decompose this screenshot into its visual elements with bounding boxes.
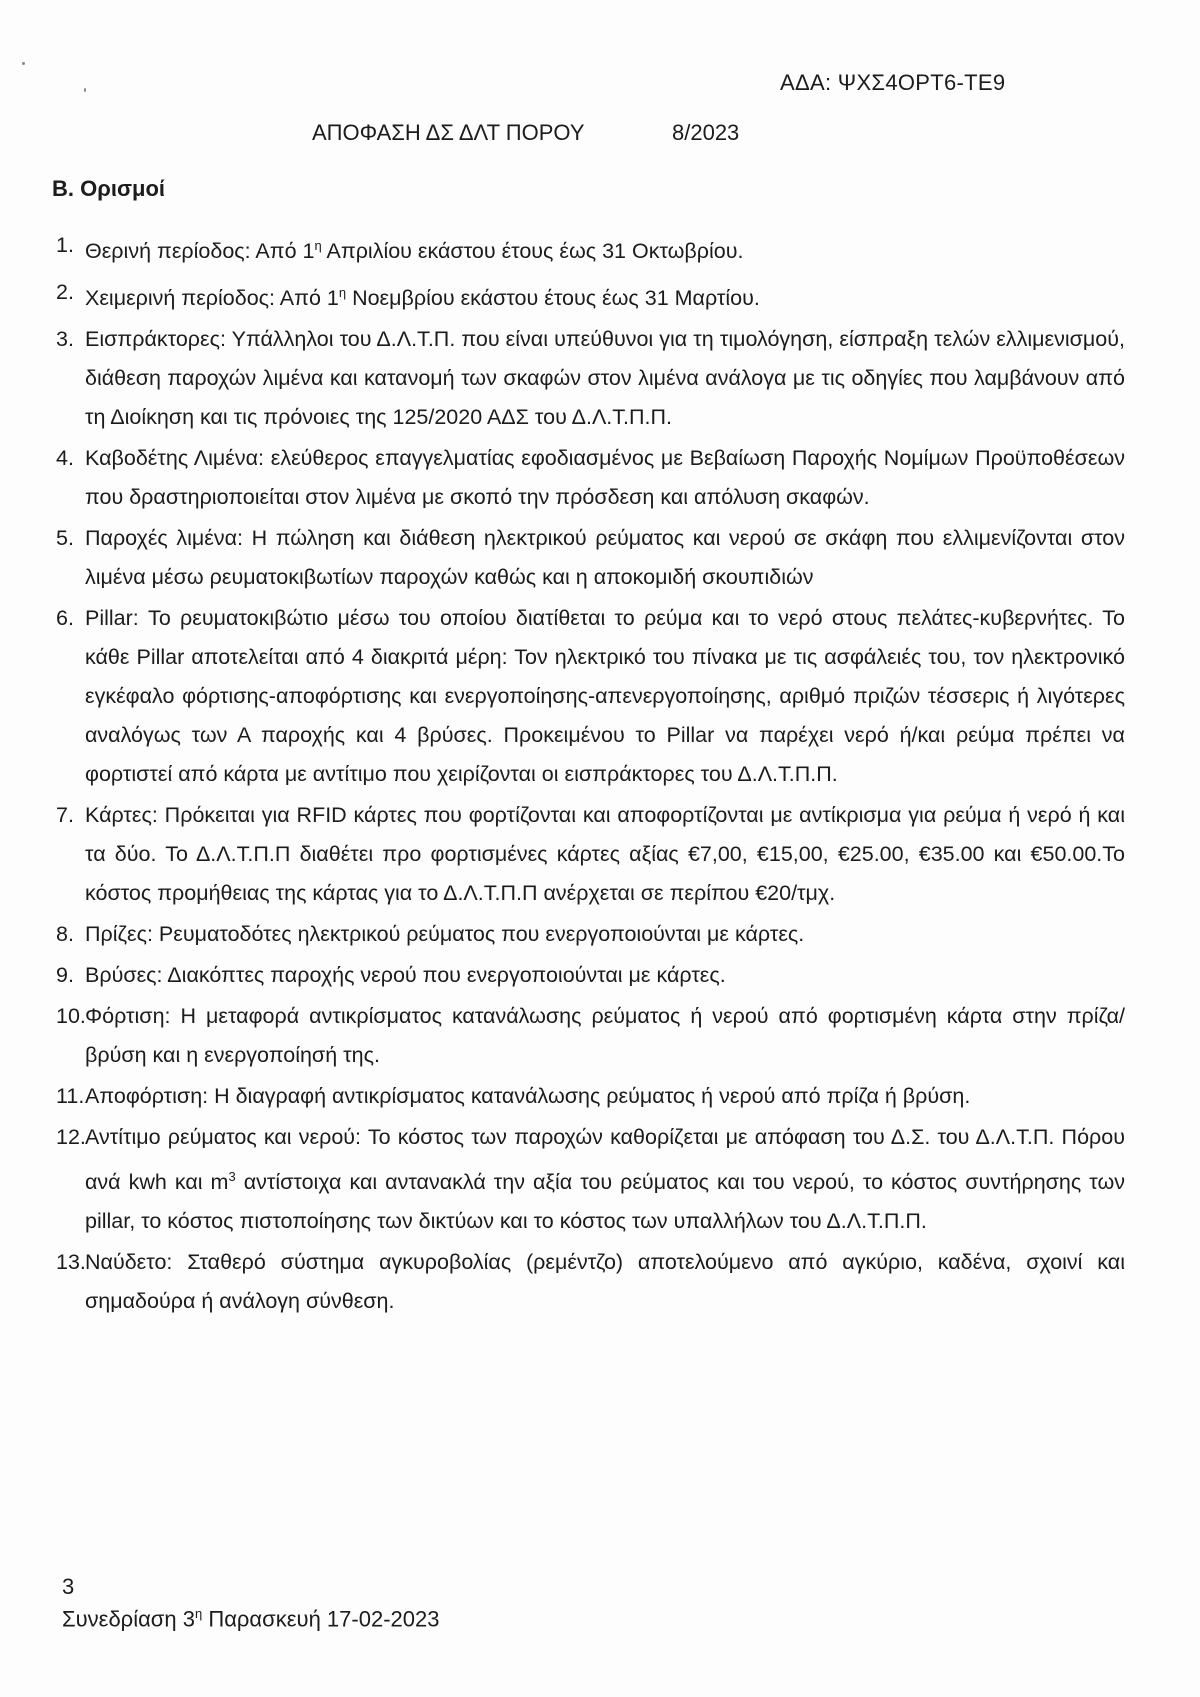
item-number: 9. [56,963,74,988]
item-number: 13. [56,1250,86,1275]
item-number: 3. [56,327,74,352]
item-text: Ναύδετο: Σταθερό σύστημα αγκυροβολίας (ρεμέντζο) αποτελούμενο από αγκύριο, καδένα, σχοινί και σημαδούρα ή ανάλογη σύνθεση. [85,1250,1125,1314]
section-heading: Β. Ορισμοί [52,176,166,201]
scan-speck [84,88,86,92]
item-text: Κάρτες: Πρόκειται για RFID κάρτες που φορτίζονται και αποφορτίζονται με αντίκρισμα για ρεύμα ή νερό ή και τα δύο. Το Δ.Λ.Τ.Π.Π διαθέτει προ φορτισμένες κάρτες αξίας €7,00, €15,00, €25.00, €35.00 και €50.00.Το κόστος προμήθειας της κάρτας για το Δ.Λ.Τ.Π.Π ανέρχεται σε περίπου €20/τμχ. [85,803,1125,906]
list-item [0,599,1200,794]
item-number: 4. [56,446,74,471]
list-item [0,1118,1200,1241]
item-number: 10. [56,1004,86,1029]
ada-code: ΑΔΑ: ΨΧΣ4ΟΡΤ6-ΤΕ9 [780,70,1006,95]
item-text: Θερινή περίοδος: Από $1^\eta$ Απριλίου εκάστου έτους έως 31 Οκτωβρίου. [85,238,744,264]
item-number: 2. [56,280,74,305]
item-number: 1. [56,233,74,257]
item-text: Pillar: Το ρευματοκιβώτιο μέσω του οποίου διατίθεται το ρεύμα και το νερό στους πελάτες-κυβερνήτες. Το κάθε Pillar αποτελείται από 4 διακριτά μέρη: Τον ηλεκτρικό του πίνακα με τις ασφάλειές του, τον ηλεκτρονικό εγκέφαλο φόρτισης-αποφόρτισης και ενεργοποίησης-απενεργοποίησης, αριθμό πριζών τέσσερις ή λιγότερες αναλόγως των Α παροχής και 4 βρύσες. Προκειμένου το Pillar να παρέχει νερό ή/και ρεύμα πρέπει να φορτιστεί από κάρτα με αντίτιμο που χειρίζονται οι εισπράκτορες του Δ.Λ.Τ.Π.Π. [85,606,1125,787]
list-item [0,273,1200,318]
item-text: Πρίζες: Ρευματοδότες ηλεκτρικού ρεύματος που ενεργοποιούνται με κάρτες. [85,922,805,947]
list-item [0,439,1200,517]
item-text: Φόρτιση: Η μεταφορά αντικρίσματος κατανάλωσης ρεύματος ή νερού από φορτισμένη κάρτα στην πρίζα/βρύση και η ενεργοποίησή της. [85,1004,1125,1068]
item-number: 11. [56,1084,85,1109]
item-text: Παροχές λιμένα: Η πώληση και διάθεση ηλεκτρικού ρεύματος και νερού σε σκάφη που ελλιμενίζονται στον λιμένα μέσω ρευματοκιβωτίων παροχών καθώς και η αποκομιδή σκουπιδιών [85,526,1125,590]
definitions-list [0,226,1200,1323]
list-item [0,1243,1200,1321]
list-item [0,1077,1200,1116]
item-text: Καβοδέτης Λιμένα: ελεύθερος επαγγελματίας εφοδιασμένος με Βεβαίωση Παροχής Νομίμων Προϋποθέσεων που δραστηριοποιείται στον λιμένα με σκοπό την πρόσδεση και απόλυση σκαφών. [85,446,1125,510]
session-line: Συνεδρίαση $3^\eta$ Παρασκευή 17-02-2023 [62,1606,440,1632]
item-text: Αντίτιμο ρεύματος και νερού: Το κόστος των παροχών καθορίζεται με απόφαση του Δ.Σ. του Δ.Λ.Τ.Π. Πόρου ανά kwh και $m^3$ αντίστοιχα και αντανακλά την αξία του ρεύματος και του νερού, το κόστος συντήρησης των pillar, το κόστος πιστοποίησης των δικτύων και το κόστος των υπαλλήλων του Δ.Λ.Τ.Π.Π. [85,1125,1125,1234]
list-item [0,915,1200,954]
item-number: 8. [56,922,74,947]
decision-title [312,120,740,146]
item-text: Βρύσες: Διακόπτες παροχής νερού που ενεργοποιούνται με κάρτες. [85,963,726,988]
item-text: Αποφόρτιση: Η διαγραφή αντικρίσματος κατανάλωσης ρεύματος ή νερού από πρίζα ή βρύση. [85,1084,971,1109]
item-number: 7. [56,803,74,828]
scan-speck [22,62,25,65]
item-number: 6. [56,606,74,631]
item-number: 5. [56,526,74,551]
list-item [0,226,1200,271]
page-number: 3 [62,1574,75,1599]
list-item [0,320,1200,437]
list-item [0,956,1200,995]
list-item [0,519,1200,597]
item-text: Χειμερινή περίοδος: Από $1^\eta$ Νοεμβρίου εκάστου έτους έως 31 Μαρτίου. [85,285,760,311]
list-item [0,997,1200,1075]
decision-title-text: ΑΠΟΦΑΣΗ ΔΣ ΔΛΤ ΠΟΡΟΥ [312,120,585,145]
list-item [0,796,1200,913]
decision-number: 8/2023 [672,120,740,145]
item-text: Εισπράκτορες: Υπάλληλοι του Δ.Λ.Τ.Π. που είναι υπεύθυνοι για τη τιμολόγηση, είσπραξη τελών ελλιμενισμού, διάθεση παροχών λιμένα και κατανομή των σκαφών στον λιμένα ανάλογα με τις οδηγίες που λαμβάνουν από τη Διοίκηση και τις πρόνοιες της 125/2020 ΑΔΣ του Δ.Λ.Τ.Π.Π. [85,327,1125,430]
item-number: 12. [56,1125,86,1150]
